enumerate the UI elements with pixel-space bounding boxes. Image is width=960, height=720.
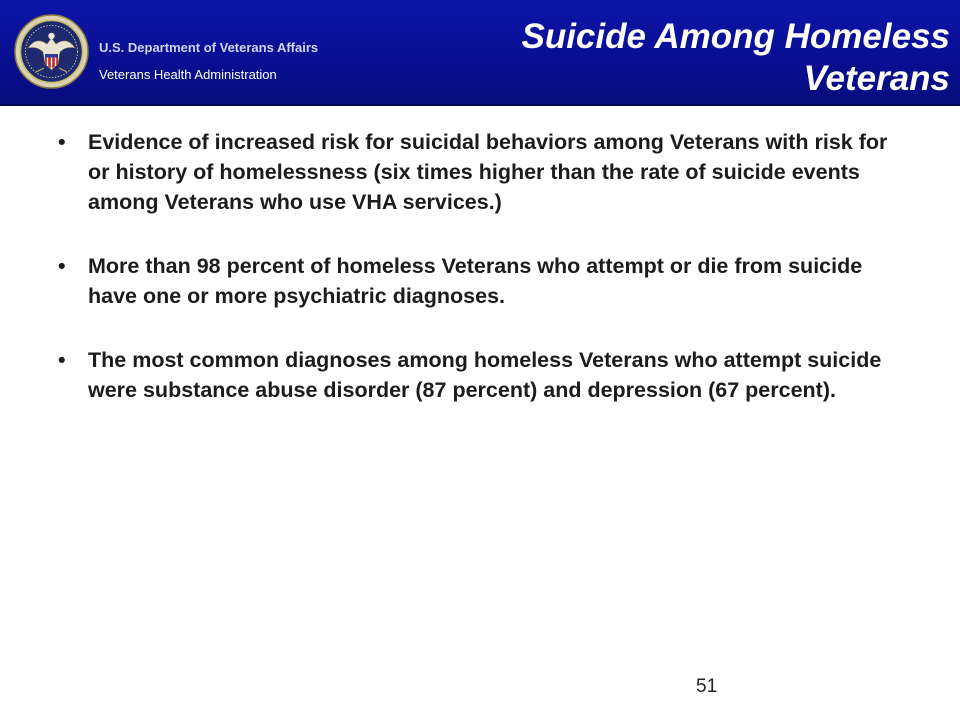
bullet-text: Evidence of increased risk for suicidal behaviors among Veterans with risk for or history of homelessness (six times higher than the rate of suicide events among Veterans who use VHA services.) — [88, 130, 888, 214]
bullet-item — [58, 127, 898, 217]
bullet-item — [58, 345, 898, 405]
page-number: 51 — [696, 676, 718, 697]
header-band — [0, 0, 960, 106]
bullet-list — [58, 127, 898, 405]
bullet-dot-icon: • — [58, 348, 66, 372]
bullet-item — [58, 251, 898, 311]
bullet-dot-icon: • — [58, 130, 66, 154]
va-seal-icon — [14, 14, 89, 89]
bullet-dot-icon: • — [58, 254, 66, 278]
bullet-text: More than 98 percent of homeless Veterans who attempt or die from suicide have one or more psychiatric diagnoses. — [88, 254, 863, 308]
administration-name: Veterans Health Administration — [99, 67, 277, 82]
bullet-text: The most common diagnoses among homeless Veterans who attempt suicide were substance abuse disorder (87 percent) and depression (67 percent). — [88, 348, 882, 402]
department-name: U.S. Department of Veterans Affairs — [99, 40, 319, 55]
slide-title: Suicide Among Homeless Veterans — [521, 17, 950, 98]
